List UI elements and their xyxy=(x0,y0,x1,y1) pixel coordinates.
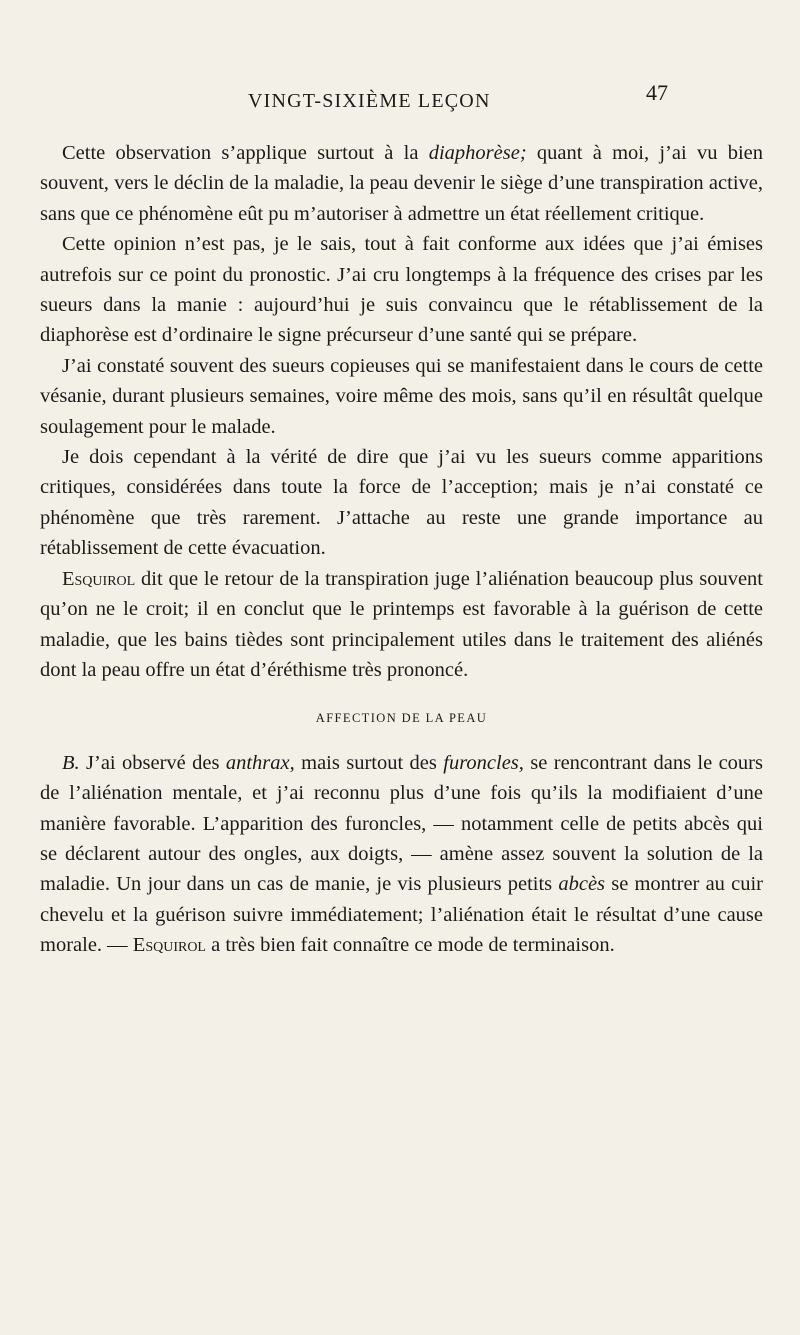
paragraph-text: se montrer au cuir chevelu et la guérison suivre immédiatement; l’aliénation était le résultat d’une cause morale. — xyxy=(40,873,763,957)
paragraph-text: quant à moi, j’ai vu bien souvent, vers le déclin de la maladie, la peau devenir le siège d’une transpiration active, sans que ce phénomène eût pu m’autoriser à admettre un état réellement critique. xyxy=(40,142,763,225)
author-name: Esquirol xyxy=(62,567,136,590)
page-number: 47 xyxy=(646,80,668,105)
paragraph-text: se rencontrant dans le cours de l’aliénation mentale, et j’ai reconnu plus d’une fois qu’ils la modifiaient d’une manière favorable. L’apparition des furoncles, — notamment celle de petits abcès qui se déclarent autour des ongles, aux doigts, — amène assez souvent la solution de la maladie. Un jour dans un cas de manie, je vis plusieurs petits xyxy=(40,751,763,896)
running-title: VINGT-SIXIÈME LEÇON xyxy=(248,90,491,112)
paragraph-esquirol xyxy=(40,564,763,686)
italic-term: anthrax, xyxy=(225,751,295,774)
paragraph-text: J’ai observé des xyxy=(79,751,226,774)
italic-term: furoncles, xyxy=(443,751,524,774)
italic-term: abcès xyxy=(558,873,606,896)
italic-term: diaphorèse; xyxy=(428,142,527,164)
section-heading: AFFECTION DE LA PEAU xyxy=(315,711,488,726)
paragraph-diaphorese xyxy=(40,138,763,229)
paragraph-sueurs-critiques: Je dois cependant à la vérité de dire que j’ai vu les sueurs comme apparitions critiques, considérées dans toute la force de l’acception; mais je n’ai constaté ce phénomène que très rarement. J’attache au reste une grande importance au rétablissement de cette évacuation. xyxy=(40,446,763,560)
body-text xyxy=(40,138,763,961)
paragraph-text: dit que le retour de la transpiration juge l’aliénation beaucoup plus souvent qu’on ne le croit; il en conclut que le printemps est favorable à la guérison de cette maladie, que les bains tièdes sont principalement utiles dans le traitement des aliénés dont la peau offre un état d’éréthisme très prononcé. xyxy=(40,567,763,681)
paragraph-opinion: Cette opinion n’est pas, je le sais, tout à fait conforme aux idées que j’ai émises autrefois sur ce point du pronostic. J’ai cru longtemps à la fréquence des crises par les sueurs dans la manie : aujourd’hui je suis convaincu que le rétablissement de la diaphorèse est d’ordinaire le signe précurseur d’une santé qui se prépare. xyxy=(40,233,763,347)
paragraph-text: mais surtout des xyxy=(294,751,444,774)
paragraph-sueurs-copieuses: J’ai constaté souvent des sueurs copieuses qui se manifestaient dans le cours de cette vésanie, durant plusieurs semaines, voire même des mois, sans qu’il en résultât quelque soulagement pour le malade. xyxy=(40,354,763,438)
paragraph-text: a très bien fait connaître ce mode de terminaison. xyxy=(206,934,615,957)
author-name: Esquirol xyxy=(132,934,206,957)
section-label: B. xyxy=(62,751,80,774)
paragraph-affection-peau xyxy=(40,748,763,961)
running-head xyxy=(0,80,800,128)
paragraph-text: Cette observation s’applique surtout à la xyxy=(62,142,429,164)
